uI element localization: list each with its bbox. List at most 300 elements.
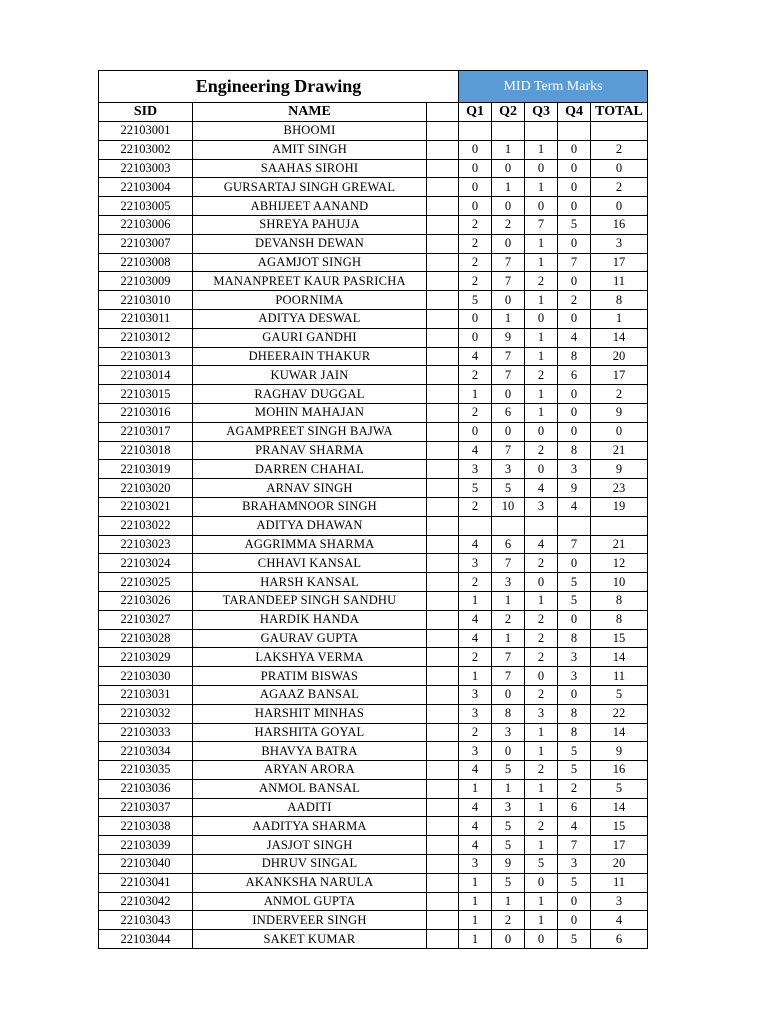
q1-cell: 2 [459,234,492,253]
blank-cell [427,347,459,366]
q2-cell: 9 [492,855,525,874]
q3-cell [525,122,558,141]
total-cell: 20 [591,855,648,874]
sid-cell: 22103025 [99,573,193,592]
table-row [99,930,648,949]
q3-cell: 0 [525,667,558,686]
q2-cell: 10 [492,497,525,516]
col-header-sid: SID [99,103,193,122]
q4-cell: 0 [558,610,591,629]
table-row [99,817,648,836]
q4-cell: 0 [558,685,591,704]
blank-header-cell [427,103,459,122]
q2-cell: 1 [492,309,525,328]
q2-cell: 7 [492,554,525,573]
name-cell: AADITI [193,798,427,817]
table-row [99,366,648,385]
sid-cell: 22103021 [99,497,193,516]
q4-cell: 7 [558,836,591,855]
q2-cell: 6 [492,403,525,422]
blank-cell [427,516,459,535]
q4-cell: 4 [558,497,591,516]
total-cell [591,516,648,535]
q3-cell [525,516,558,535]
total-cell: 4 [591,911,648,930]
q2-cell: 1 [492,629,525,648]
table-row [99,328,648,347]
total-cell: 6 [591,930,648,949]
table-row [99,291,648,310]
sid-cell: 22103019 [99,460,193,479]
title-row [99,71,648,103]
table-row [99,122,648,141]
total-cell: 15 [591,629,648,648]
q2-cell: 0 [492,197,525,216]
q2-cell: 3 [492,573,525,592]
name-cell: MANANPREET KAUR PASRICHA [193,272,427,291]
total-cell: 2 [591,140,648,159]
blank-cell [427,930,459,949]
sid-cell: 22103002 [99,140,193,159]
sid-cell: 22103011 [99,309,193,328]
mid-term-marks-header: MID Term Marks [459,71,648,103]
total-cell: 14 [591,328,648,347]
name-cell: ADITYA DESWAL [193,309,427,328]
name-cell: HARSH KANSAL [193,573,427,592]
q4-cell: 0 [558,385,591,404]
q3-cell: 1 [525,347,558,366]
q3-cell: 1 [525,798,558,817]
total-cell: 2 [591,178,648,197]
q1-cell: 3 [459,460,492,479]
blank-cell [427,704,459,723]
q2-cell: 0 [492,422,525,441]
blank-cell [427,460,459,479]
table-row [99,535,648,554]
total-cell: 15 [591,817,648,836]
q1-cell: 4 [459,535,492,554]
blank-cell [427,610,459,629]
q3-cell: 1 [525,836,558,855]
blank-cell [427,911,459,930]
name-cell: GURSARTAJ SINGH GREWAL [193,178,427,197]
q3-cell: 1 [525,911,558,930]
q3-cell: 1 [525,253,558,272]
q1-cell: 2 [459,272,492,291]
q4-cell: 6 [558,366,591,385]
q4-cell: 0 [558,911,591,930]
name-cell: CHHAVI KANSAL [193,554,427,573]
name-cell: AMIT SINGH [193,140,427,159]
q2-cell: 0 [492,385,525,404]
name-cell: SAKET KUMAR [193,930,427,949]
blank-cell [427,591,459,610]
q2-cell: 7 [492,253,525,272]
name-cell: ABHIJEET AANAND [193,197,427,216]
q4-cell: 3 [558,855,591,874]
q2-cell: 2 [492,911,525,930]
blank-cell [427,291,459,310]
blank-cell [427,234,459,253]
sid-cell: 22103006 [99,215,193,234]
sid-cell: 22103023 [99,535,193,554]
q4-cell: 2 [558,779,591,798]
sid-cell: 22103026 [99,591,193,610]
q1-cell: 4 [459,817,492,836]
total-cell: 5 [591,779,648,798]
q2-cell: 7 [492,648,525,667]
total-cell [591,122,648,141]
total-cell: 17 [591,253,648,272]
q3-cell: 1 [525,742,558,761]
q3-cell: 1 [525,291,558,310]
q1-cell: 4 [459,347,492,366]
table-row [99,403,648,422]
q1-cell: 1 [459,873,492,892]
q4-cell: 0 [558,197,591,216]
table-row [99,441,648,460]
q2-cell: 0 [492,685,525,704]
blank-cell [427,648,459,667]
table-row [99,761,648,780]
name-cell: DHEERAIN THAKUR [193,347,427,366]
q2-cell: 1 [492,591,525,610]
col-header-name: NAME [193,103,427,122]
q1-cell: 1 [459,911,492,930]
q4-cell: 8 [558,723,591,742]
table-row [99,573,648,592]
col-header-q1: Q1 [459,103,492,122]
q1-cell: 2 [459,497,492,516]
table-row [99,479,648,498]
q3-cell: 2 [525,648,558,667]
q2-cell: 3 [492,460,525,479]
table-row [99,178,648,197]
name-cell: HARDIK HANDA [193,610,427,629]
q2-cell: 2 [492,610,525,629]
q3-cell: 2 [525,817,558,836]
sid-cell: 22103008 [99,253,193,272]
blank-cell [427,629,459,648]
table-row [99,516,648,535]
table-row [99,272,648,291]
name-cell: POORNIMA [193,291,427,310]
q2-cell: 6 [492,535,525,554]
sid-cell: 22103020 [99,479,193,498]
q4-cell: 5 [558,761,591,780]
q1-cell: 1 [459,591,492,610]
sid-cell: 22103028 [99,629,193,648]
table-row [99,460,648,479]
total-cell: 2 [591,385,648,404]
total-cell: 8 [591,291,648,310]
q3-cell: 0 [525,159,558,178]
table-row [99,836,648,855]
q1-cell: 0 [459,197,492,216]
q3-cell: 2 [525,366,558,385]
total-cell: 23 [591,479,648,498]
q4-cell: 3 [558,460,591,479]
blank-cell [427,140,459,159]
sid-cell: 22103004 [99,178,193,197]
col-header-q3: Q3 [525,103,558,122]
sid-cell: 22103032 [99,704,193,723]
total-cell: 19 [591,497,648,516]
q1-cell: 0 [459,422,492,441]
name-cell: DHRUV SINGAL [193,855,427,874]
table-row [99,591,648,610]
blank-cell [427,892,459,911]
q3-cell: 0 [525,873,558,892]
sid-cell: 22103017 [99,422,193,441]
q3-cell: 0 [525,930,558,949]
blank-cell [427,122,459,141]
total-cell: 20 [591,347,648,366]
q4-cell: 0 [558,422,591,441]
q3-cell: 5 [525,855,558,874]
total-cell: 11 [591,667,648,686]
blank-cell [427,554,459,573]
q3-cell: 0 [525,422,558,441]
q3-cell: 0 [525,460,558,479]
q4-cell: 8 [558,347,591,366]
table-row [99,159,648,178]
q2-cell [492,122,525,141]
blank-cell [427,497,459,516]
sid-cell: 22103041 [99,873,193,892]
blank-cell [427,403,459,422]
total-cell: 22 [591,704,648,723]
q4-cell: 5 [558,573,591,592]
sid-cell: 22103024 [99,554,193,573]
q4-cell: 7 [558,535,591,554]
table-row [99,347,648,366]
sid-cell: 22103031 [99,685,193,704]
name-cell: ANMOL GUPTA [193,892,427,911]
table-row [99,309,648,328]
q2-cell: 5 [492,836,525,855]
q4-cell: 5 [558,742,591,761]
table-row [99,385,648,404]
q1-cell: 2 [459,403,492,422]
q3-cell: 1 [525,234,558,253]
sid-cell: 22103038 [99,817,193,836]
q2-cell: 3 [492,723,525,742]
sid-cell: 22103003 [99,159,193,178]
q1-cell: 4 [459,761,492,780]
blank-cell [427,366,459,385]
sheet-title: Engineering Drawing [99,71,459,103]
name-cell: AGAAZ BANSAL [193,685,427,704]
q1-cell: 0 [459,309,492,328]
blank-cell [427,197,459,216]
sid-cell: 22103015 [99,385,193,404]
q2-cell: 1 [492,178,525,197]
name-cell: AKANKSHA NARULA [193,873,427,892]
name-cell: BHAVYA BATRA [193,742,427,761]
q3-cell: 2 [525,272,558,291]
sid-cell: 22103044 [99,930,193,949]
q2-cell: 7 [492,366,525,385]
q4-cell: 0 [558,892,591,911]
name-cell: HARSHITA GOYAL [193,723,427,742]
q1-cell: 3 [459,855,492,874]
blank-cell [427,159,459,178]
blank-cell [427,667,459,686]
name-cell: PRATIM BISWAS [193,667,427,686]
sid-cell: 22103014 [99,366,193,385]
q1-cell: 2 [459,215,492,234]
sid-cell: 22103010 [99,291,193,310]
table-row [99,855,648,874]
q1-cell: 3 [459,685,492,704]
q1-cell: 1 [459,779,492,798]
q2-cell: 1 [492,140,525,159]
name-cell: AADITYA SHARMA [193,817,427,836]
q2-cell: 1 [492,779,525,798]
total-cell: 3 [591,892,648,911]
q2-cell: 7 [492,272,525,291]
total-cell: 11 [591,272,648,291]
q4-cell: 6 [558,798,591,817]
q4-cell: 0 [558,140,591,159]
q4-cell: 8 [558,704,591,723]
sid-cell: 22103033 [99,723,193,742]
sid-cell: 22103022 [99,516,193,535]
name-cell: INDERVEER SINGH [193,911,427,930]
blank-cell [427,573,459,592]
table-row [99,422,648,441]
q3-cell: 1 [525,328,558,347]
q1-cell: 0 [459,140,492,159]
marks-table [98,70,648,949]
q1-cell: 4 [459,798,492,817]
name-cell: KUWAR JAIN [193,366,427,385]
name-cell: AGAMJOT SINGH [193,253,427,272]
q3-cell: 2 [525,685,558,704]
blank-cell [427,817,459,836]
column-header-row [99,103,648,122]
q4-cell [558,516,591,535]
sid-cell: 22103012 [99,328,193,347]
blank-cell [427,723,459,742]
name-cell: RAGHAV DUGGAL [193,385,427,404]
q2-cell: 5 [492,873,525,892]
name-cell: JASJOT SINGH [193,836,427,855]
name-cell: ANMOL BANSAL [193,779,427,798]
name-cell: ARYAN ARORA [193,761,427,780]
q4-cell: 0 [558,178,591,197]
blank-cell [427,328,459,347]
blank-cell [427,761,459,780]
blank-cell [427,479,459,498]
q4-cell: 8 [558,441,591,460]
name-cell: ARNAV SINGH [193,479,427,498]
sid-cell: 22103007 [99,234,193,253]
total-cell: 14 [591,723,648,742]
table-row [99,779,648,798]
blank-cell [427,836,459,855]
name-cell: HARSHIT MINHAS [193,704,427,723]
q2-cell: 5 [492,479,525,498]
q3-cell: 4 [525,479,558,498]
q3-cell: 1 [525,723,558,742]
sid-cell: 22103043 [99,911,193,930]
q1-cell [459,122,492,141]
table-body [99,122,648,949]
q2-cell: 8 [492,704,525,723]
sid-cell: 22103030 [99,667,193,686]
q4-cell: 5 [558,591,591,610]
table-row [99,215,648,234]
name-cell: BRAHAMNOOR SINGH [193,497,427,516]
q3-cell: 1 [525,140,558,159]
total-cell: 0 [591,422,648,441]
q1-cell: 3 [459,704,492,723]
total-cell: 9 [591,403,648,422]
blank-cell [427,742,459,761]
q1-cell: 2 [459,366,492,385]
table-row [99,798,648,817]
q1-cell: 5 [459,291,492,310]
blank-cell [427,215,459,234]
q2-cell [492,516,525,535]
sid-cell: 22103042 [99,892,193,911]
q1-cell: 2 [459,648,492,667]
table-row [99,497,648,516]
table-row [99,554,648,573]
q4-cell: 0 [558,234,591,253]
name-cell: DEVANSH DEWAN [193,234,427,253]
total-cell: 17 [591,366,648,385]
q3-cell: 1 [525,403,558,422]
q2-cell: 7 [492,347,525,366]
q4-cell: 0 [558,403,591,422]
total-cell: 10 [591,573,648,592]
total-cell: 9 [591,742,648,761]
name-cell: GAURI GANDHI [193,328,427,347]
q1-cell: 1 [459,930,492,949]
q4-cell: 9 [558,479,591,498]
q3-cell: 1 [525,591,558,610]
blank-cell [427,685,459,704]
q2-cell: 5 [492,817,525,836]
sid-cell: 22103016 [99,403,193,422]
name-cell: MOHIN MAHAJAN [193,403,427,422]
table-row [99,610,648,629]
q1-cell: 0 [459,328,492,347]
total-cell: 12 [591,554,648,573]
q1-cell [459,516,492,535]
q4-cell: 0 [558,272,591,291]
name-cell: AGGRIMMA SHARMA [193,535,427,554]
q2-cell: 0 [492,930,525,949]
col-header-total: TOTAL [591,103,648,122]
q3-cell: 0 [525,309,558,328]
q1-cell: 4 [459,836,492,855]
q4-cell: 8 [558,629,591,648]
sid-cell: 22103013 [99,347,193,366]
col-header-q4: Q4 [558,103,591,122]
q1-cell: 2 [459,253,492,272]
total-cell: 17 [591,836,648,855]
blank-cell [427,855,459,874]
total-cell: 16 [591,761,648,780]
q3-cell: 0 [525,197,558,216]
sid-cell: 22103005 [99,197,193,216]
table-row [99,742,648,761]
q3-cell: 0 [525,573,558,592]
